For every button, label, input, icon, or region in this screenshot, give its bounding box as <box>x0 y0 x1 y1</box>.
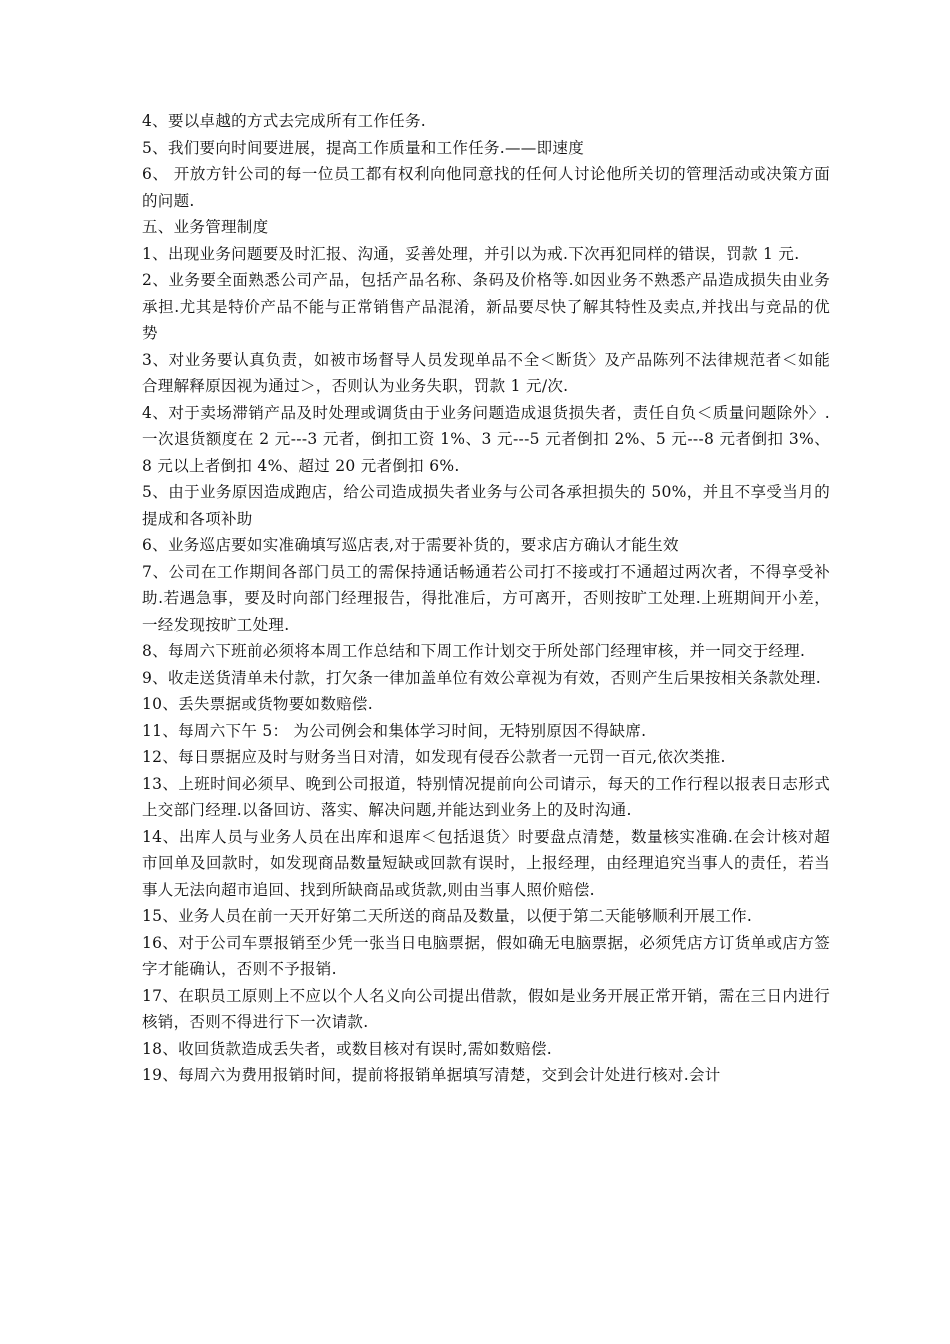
rule-11: 11、每周六下午 5： 为公司例会和集体学习时间，无特别原因不得缺席. <box>142 721 647 740</box>
rule-14: 14、出库人员与业务人员在出库和退库＜包括退货〉时要盘点清楚，数量核实准确.在会计核对超市回单及回款时，如发现商品数量短缺或回款有误时，上报经理，由经理追究当事人的责任，若当事人无法向超市追回、找到所缺商品或货款,则由当事人照价赔偿. <box>142 827 830 899</box>
rule-4: 4、对于卖场滞销产品及时处理或调货由于业务问题造成退货损失者，责任自负＜质量问题除外〉.一次退货额度在 2 元---3 元者，倒扣工资 1%、3 元---5 元者倒扣 2%、5 元---8 元者倒扣 3%、8 元以上者倒扣 4%、超过 20 元者倒扣 6%. <box>142 403 830 475</box>
rule-7: 7、公司在工作期间各部门员工的需保持通话畅通若公司打不接或打不通超过两次者，不得享受补助.若遇急事，要及时向部门经理报告，得批准后，方可离开，否则按旷工处理.上班期间开小差，一经发现按旷工处理. <box>142 562 830 634</box>
rule-13: 13、上班时间必须早、晚到公司报道，特别情况提前向公司请示，每天的工作行程以报表日志形式上交部门经理.以备回访、落实、解决问题,并能达到业务上的及时沟通. <box>142 774 830 819</box>
paragraph-item-5: 5、我们要向时间要进展，提高工作质量和工作任务.——即速度 <box>142 138 584 157</box>
section-heading-business-management: 五、业务管理制度 <box>142 218 269 236</box>
rule-16: 16、对于公司车票报销至少凭一张当日电脑票据，假如确无电脑票据，必须凭店方订货单或店方签字才能确认，否则不予报销. <box>142 933 830 978</box>
rule-19: 19、每周六为费用报销时间，提前将报销单据填写清楚，交到会计处进行核对.会计 <box>142 1066 721 1084</box>
rule-10: 10、丢失票据或货物要如数赔偿. <box>142 695 373 713</box>
document-body <box>142 108 830 1089</box>
rule-17: 17、在职员工原则上不应以个人名义向公司提出借款，假如是业务开展正常开销，需在三日内进行核销，否则不得进行下一次请款. <box>142 986 830 1031</box>
paragraph-item-4: 4、要以卓越的方式去完成所有工作任务. <box>142 112 426 130</box>
rule-2: 2、业务要全面熟悉公司产品，包括产品名称、条码及价格等.如因业务不熟悉产品造成损失由业务承担.尤其是特价产品不能与正常销售产品混淆，新品要尽快了解其特性及卖点,并找出与竞品的优势 <box>142 271 830 342</box>
rule-5: 5、由于业务原因造成跑店，给公司造成损失者业务与公司各承担损失的 50%，并且不享受当月的提成和各项补助 <box>142 483 830 528</box>
rule-18: 18、收回货款造成丢失者，或数目核对有误时,需如数赔偿. <box>142 1039 552 1058</box>
rule-8: 8、每周六下班前必须将本周工作总结和下周工作计划交于所处部门经理审核，并一同交于经理. <box>142 642 806 660</box>
rule-12: 12、每日票据应及时与财务当日对清，如发现有侵吞公款者一元罚一百元,依次类推. <box>142 748 726 766</box>
paragraph-item-6: 6、 开放方针公司的每一位员工都有权利向他同意找的任何人讨论他所关切的管理活动或决策方面的问题. <box>142 165 830 210</box>
rule-3: 3、对业务要认真负责，如被市场督导人员发现单品不全＜断货〉及产品陈列不法律规范者＜如能合理解释原因视为通过＞，否则认为业务失职，罚款 1 元/次. <box>142 350 830 395</box>
rule-15: 15、业务人员在前一天开好第二天所送的商品及数量，以便于第二天能够顺利开展工作. <box>142 907 753 925</box>
rule-6: 6、业务巡店要如实准确填写巡店表,对于需要补货的，要求店方确认才能生效 <box>142 536 679 554</box>
rule-1: 1、出现业务问题要及时汇报、沟通，妥善处理，并引以为戒.下次再犯同样的错误，罚款 1 元. <box>142 244 800 263</box>
rule-9: 9、收走送货清单未付款，打欠条一律加盖单位有效公章视为有效，否则产生后果按相关条款处理. <box>142 668 821 687</box>
